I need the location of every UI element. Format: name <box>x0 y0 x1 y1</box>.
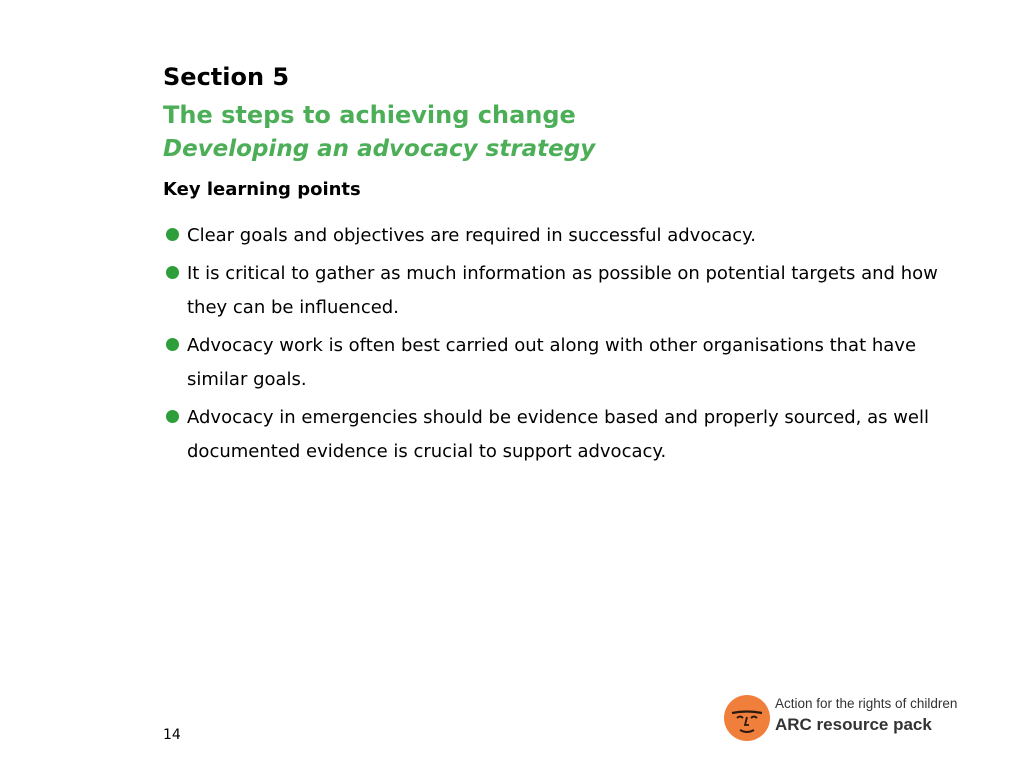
bullet-icon <box>166 410 179 423</box>
list-item <box>163 257 973 325</box>
key-points-list <box>163 219 973 473</box>
list-item-text: It is critical to gather as much information as possible on potential targets and how they can be influenced. <box>187 263 938 318</box>
logo-name: ARC resource pack <box>775 715 932 734</box>
bullet-icon <box>166 228 179 241</box>
key-learning-points-heading: Key learning points <box>163 179 361 200</box>
page-number: 14 <box>163 727 181 743</box>
arc-logo <box>723 694 983 744</box>
logo-tagline: Action for the rights of children <box>775 696 958 711</box>
arc-face-logo-icon <box>723 694 771 742</box>
list-item-text: Clear goals and objectives are required in successful advocacy. <box>187 225 756 246</box>
list-item <box>163 401 973 469</box>
page-title: The steps to achieving change <box>163 101 576 129</box>
section-label: Section 5 <box>163 63 290 91</box>
bullet-icon <box>166 338 179 351</box>
page-subtitle: Developing an advocacy strategy <box>163 136 596 162</box>
list-item-text: Advocacy work is often best carried out along with other organisations that have similar goals. <box>187 335 917 390</box>
list-item-text: Advocacy in emergencies should be evidence based and properly sourced, as well documented evidence is crucial to support advocacy. <box>187 407 929 462</box>
list-item <box>163 219 973 253</box>
bullet-icon <box>166 266 179 279</box>
list-item <box>163 329 973 397</box>
